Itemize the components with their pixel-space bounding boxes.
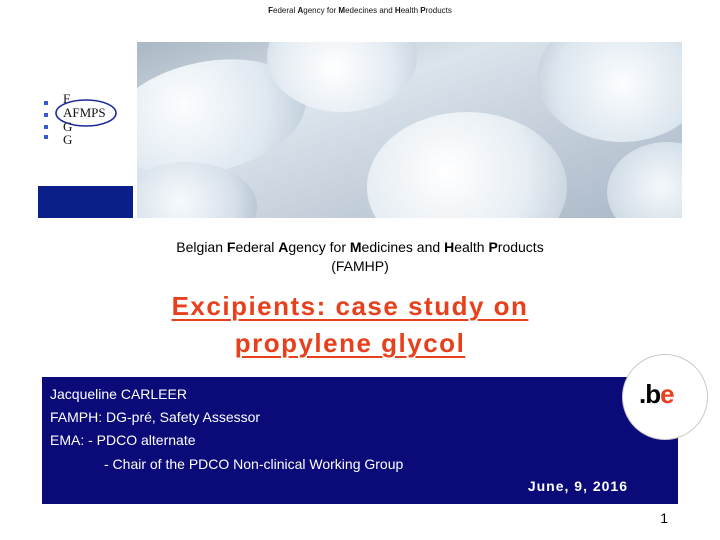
- svg-text:AFMPS: AFMPS: [63, 105, 106, 120]
- afmps-logo: [44, 92, 124, 152]
- title-line-2: propylene glycol: [234, 328, 466, 358]
- svg-text:G: G: [63, 119, 73, 134]
- svg-text:G: G: [63, 132, 73, 147]
- presentation-date: June, 9, 2016: [527, 478, 628, 494]
- be-logo: .be: [622, 354, 708, 440]
- title-line-1: Excipients: case study on: [171, 291, 529, 321]
- svg-text:F: F: [63, 92, 71, 106]
- pills-banner-image: [137, 42, 682, 218]
- header-agency-name: Federal Agency for Medecines and Health Products: [268, 6, 452, 15]
- agency-abbreviation: (FAMHP): [331, 258, 389, 274]
- page-number: 1: [660, 510, 668, 526]
- agency-full-name: Belgian Federal Agency for Medicines and Health Products (FAMHP): [0, 238, 720, 276]
- presenter-name: Jacqueline CARLEER: [50, 386, 187, 402]
- presenter-info-box: [42, 377, 678, 504]
- presenter-role: FAMPH: DG-pré, Safety Assessor: [50, 409, 261, 425]
- logo-accent-block: [38, 186, 133, 218]
- presenter-chair-role: - Chair of the PDCO Non-clinical Working Group: [104, 456, 404, 472]
- presenter-ema-role: EMA: - PDCO alternate: [50, 432, 196, 448]
- slide-title: [70, 288, 630, 362]
